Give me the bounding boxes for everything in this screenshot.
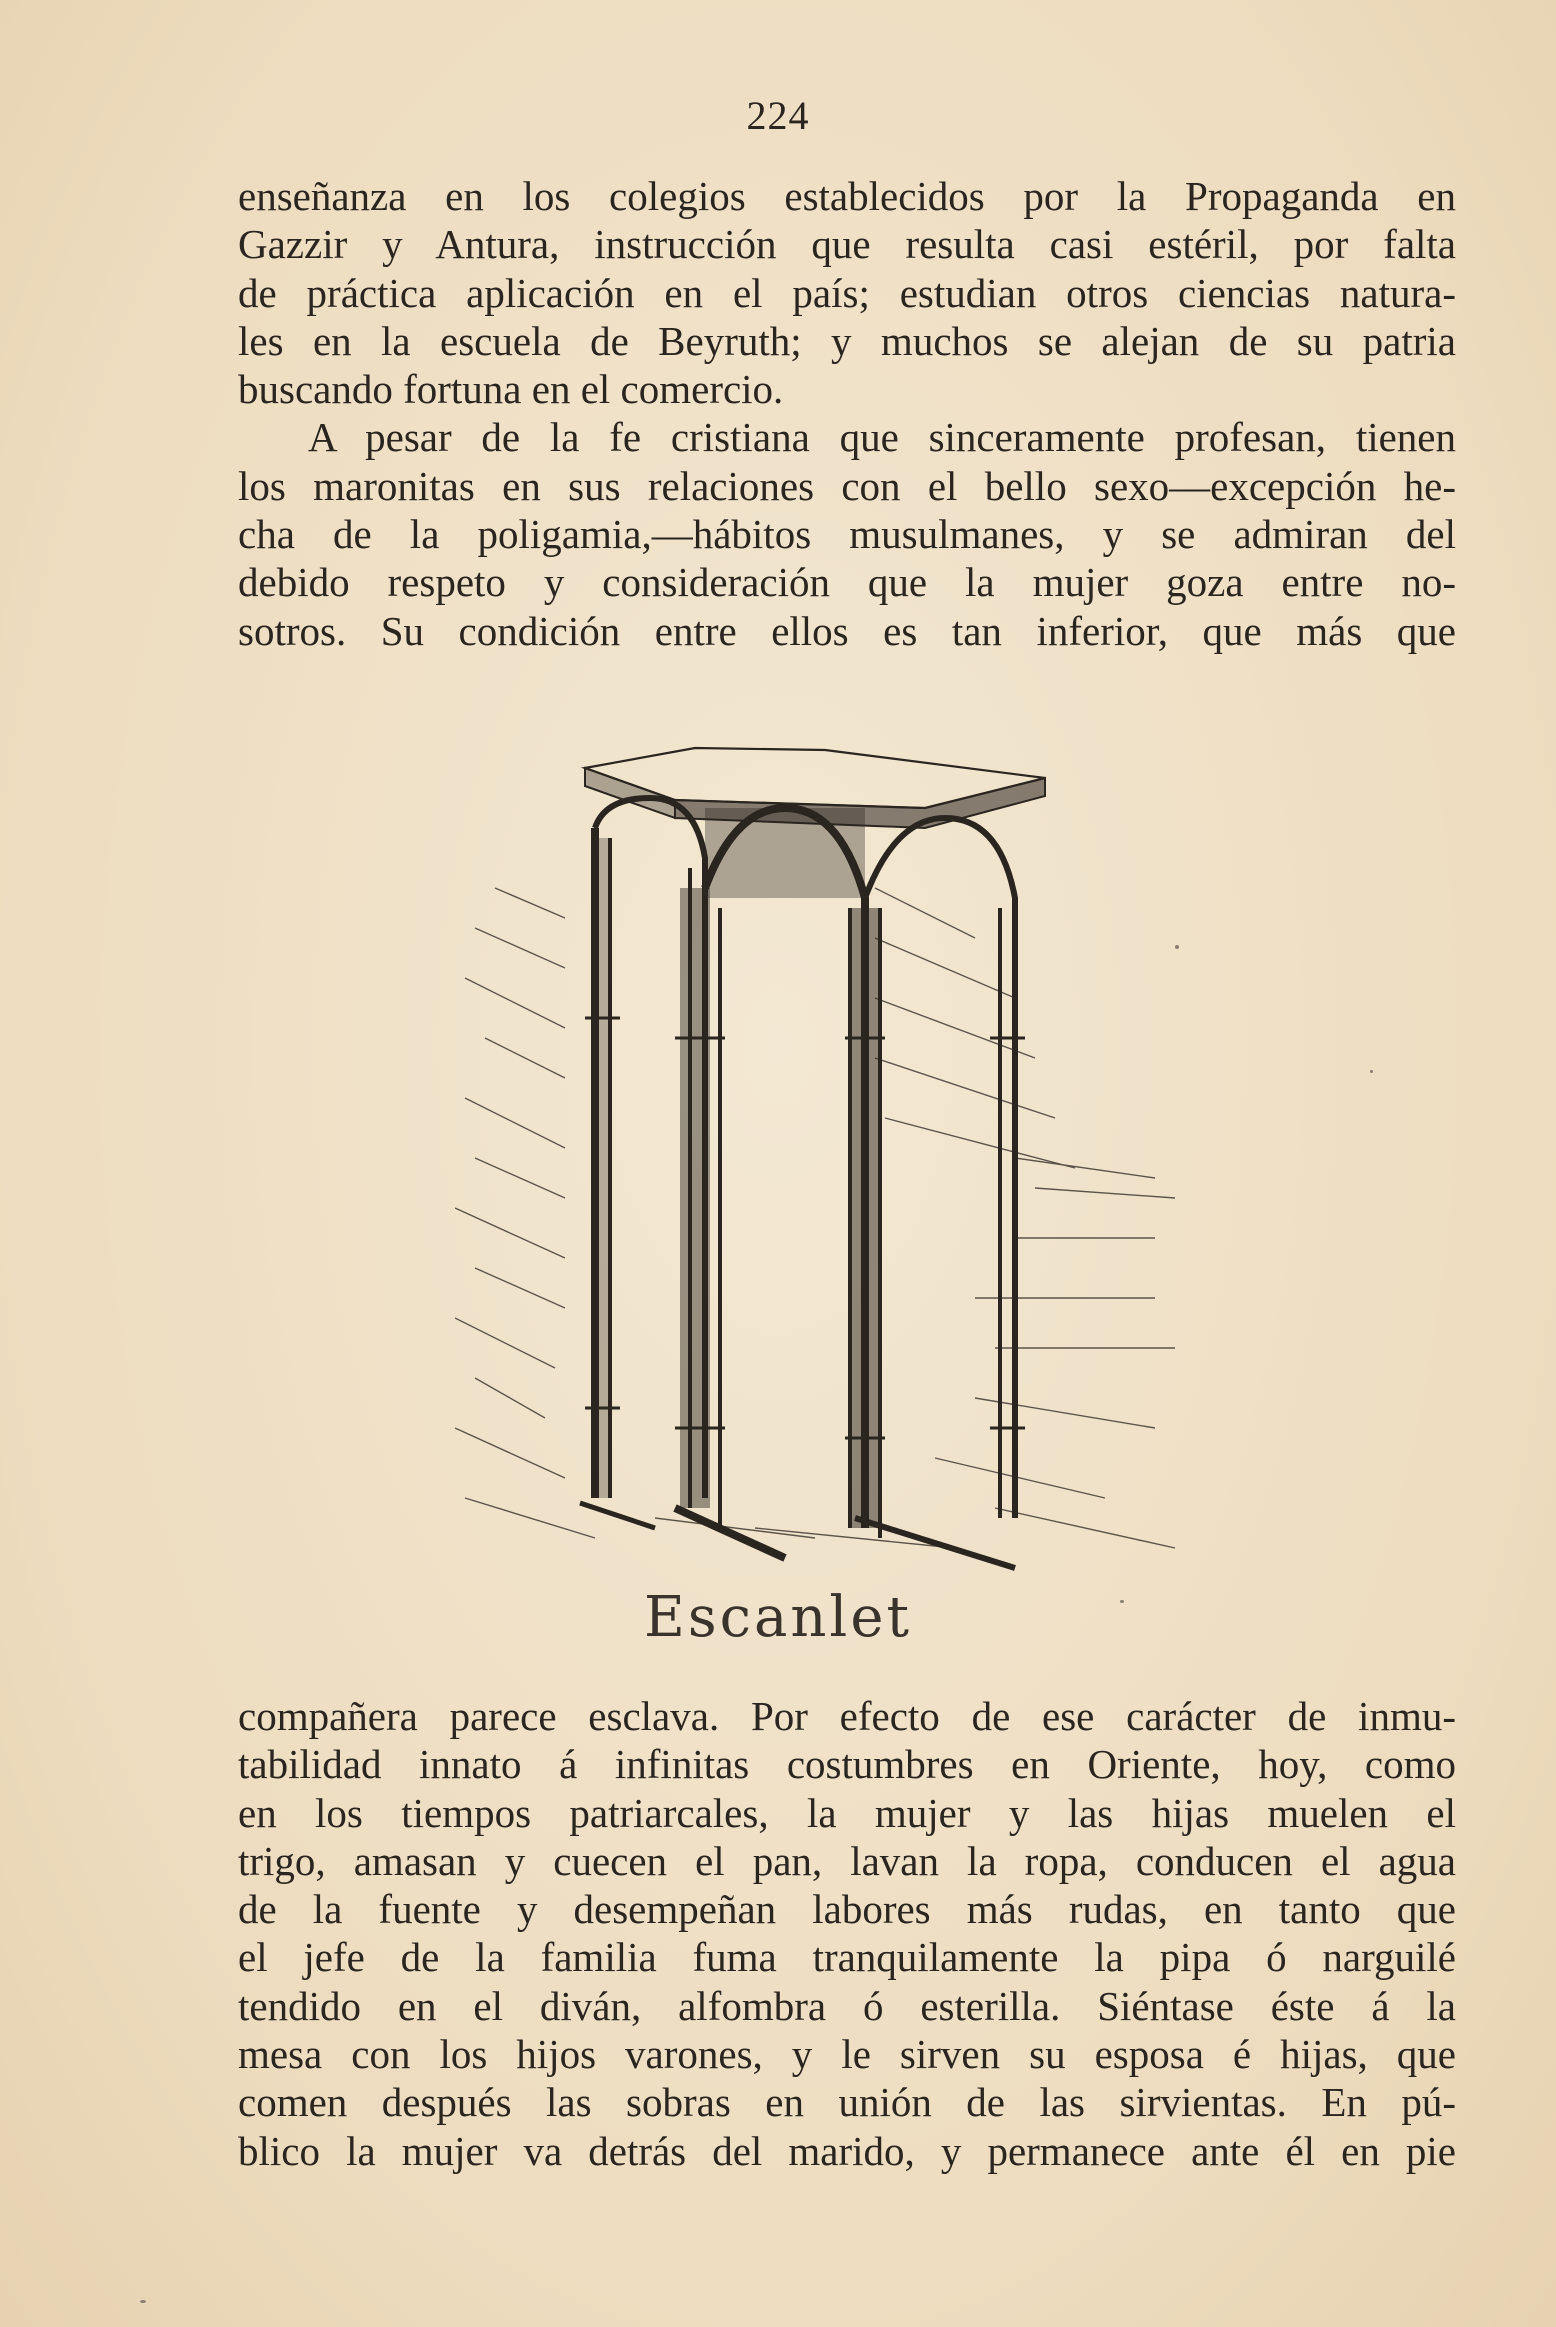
- text-line: tabilidad innato á infinitas costumbres en Oriente, hoy, como: [238, 1741, 1456, 1788]
- paper-speck: [1120, 1600, 1124, 1603]
- text-line: blico la mujer va detrás del marido, y permanece ante él en pie: [238, 2127, 1456, 2174]
- text-line: mesa con los hijos varones, y le sirven su esposa é hijas, que: [238, 2031, 1456, 2078]
- text-line: Gazzir y Antura, instrucción que resulta casi estéril, por falta: [238, 221, 1456, 268]
- text-line: el jefe de la familia fuma tranquilamente la pipa ó narguilé: [238, 1934, 1456, 1981]
- text-line: buscando fortuna en el comercio.: [238, 366, 784, 413]
- text-line: les en la escuela de Beyruth; y muchos se alejan de su patria: [238, 317, 1456, 364]
- paper-speck: [1175, 945, 1179, 949]
- text-line: trigo, amasan y cuecen el pan, lavan la ropa, conducen el agua: [238, 1837, 1456, 1884]
- text-line: comen después las sobras en unión de las sirvientas. En pú-: [238, 2079, 1456, 2126]
- text-line: de la fuente y desempeñan labores más rudas, en tanto que: [238, 1886, 1456, 1933]
- text-line: en los tiempos patriarcales, la mujer y las hijas muelen el: [238, 1789, 1456, 1836]
- text-line: compañera parece esclava. Por efecto de ese carácter de inmu-: [238, 1693, 1456, 1739]
- paragraph-top: [238, 172, 1456, 655]
- escanlet-illustration: [455, 738, 1195, 1578]
- text-line: A pesar de la fe cristiana que sinceramente profesan, tienen: [308, 414, 1456, 461]
- paper-speck: [140, 2300, 146, 2303]
- text-line: tendido en el diván, alfombra ó esterilla. Siéntase éste á la: [238, 1982, 1456, 2029]
- figure-caption: Escanlet: [644, 1585, 912, 1650]
- paper-speck: [1370, 1070, 1373, 1073]
- page-number: 224: [746, 93, 810, 138]
- text-line: sotros. Su condición entre ellos es tan inferior, que más que: [238, 607, 1456, 654]
- text-line: debido respeto y consideración que la mujer goza entre no-: [238, 559, 1456, 606]
- text-line: los maronitas en sus relaciones con el bello sexo—excepción he-: [238, 462, 1456, 509]
- text-line: cha de la poligamia,—hábitos musulmanes, y se admiran del: [238, 511, 1456, 558]
- text-line: de práctica aplicación en el país; estudian otros ciencias natura-: [238, 269, 1456, 316]
- text-line: enseñanza en los colegios establecidos por la Propaganda en: [238, 173, 1456, 219]
- paragraph-bottom: [238, 1692, 1456, 2175]
